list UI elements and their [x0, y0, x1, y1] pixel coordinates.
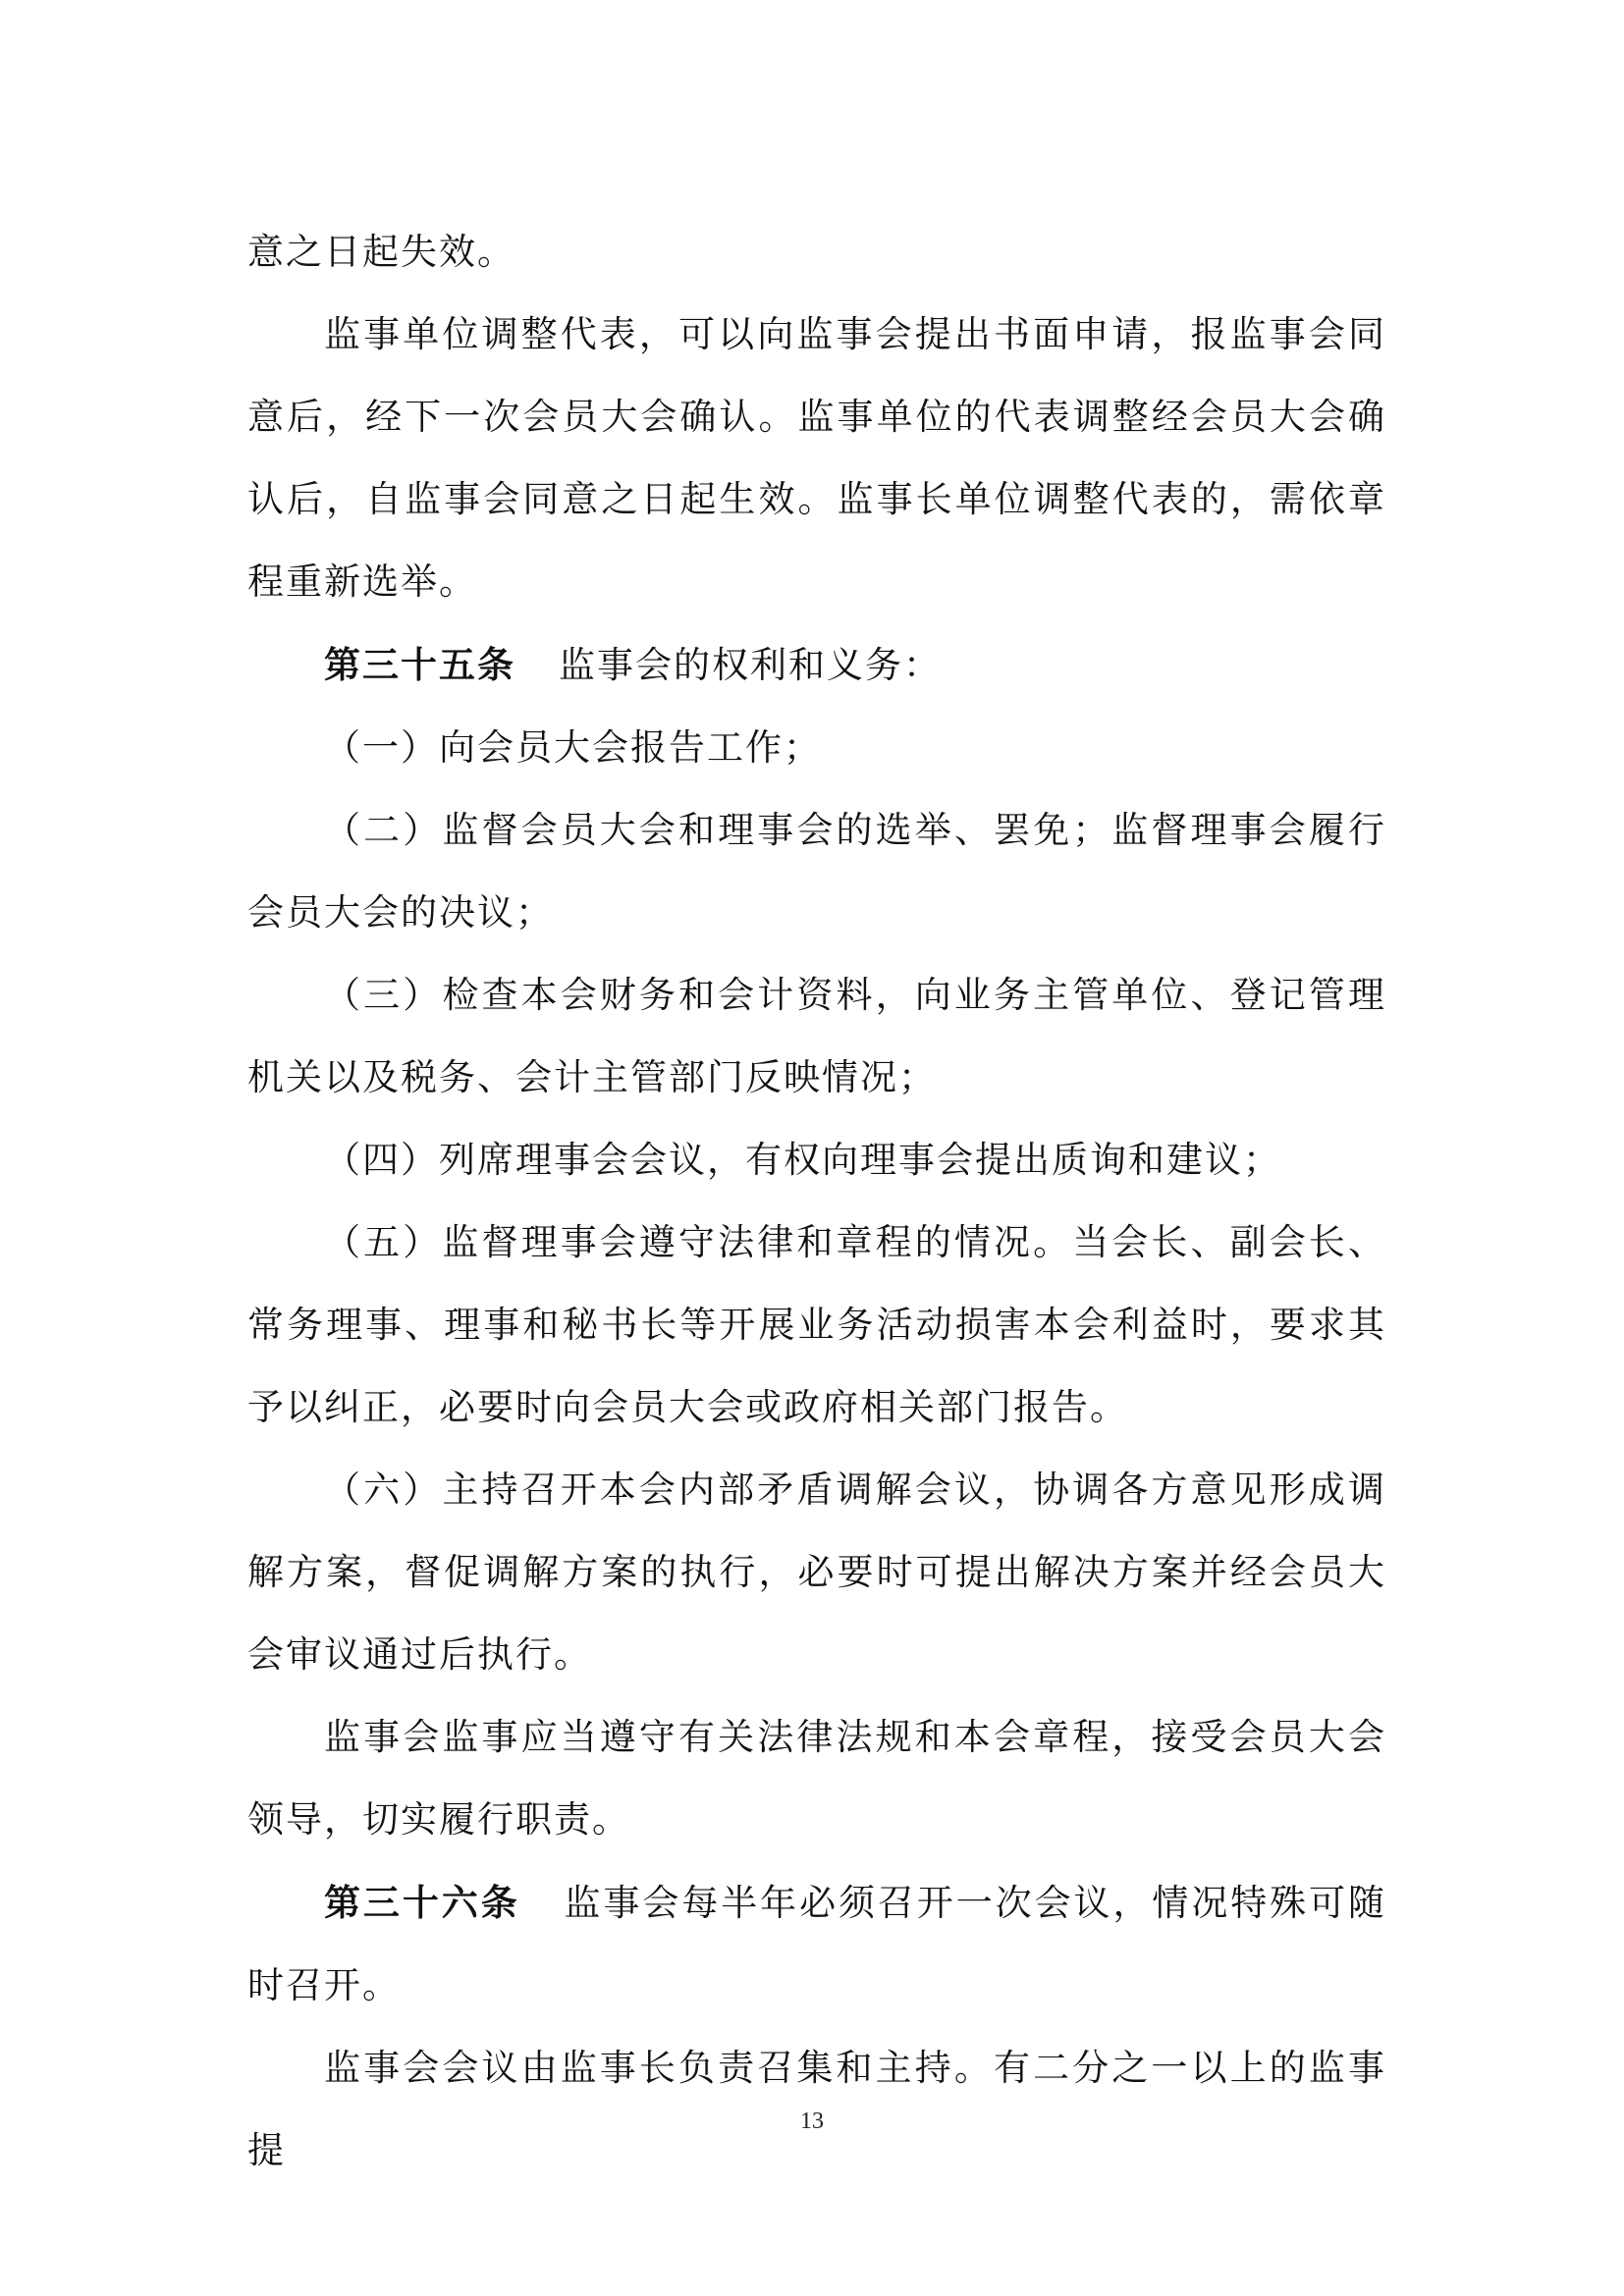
paragraph-supervisor-unit-adjustment: 监事单位调整代表，可以向监事会提出书面申请，报监事会同意后，经下一次会员大会确认。监事单位的代表调整经会员大会确认后，自监事会同意之日起生效。监事长单位调整代表的，需依章程重新选举。	[247, 313, 1386, 603]
article-36	[247, 1861, 1386, 2027]
article-36-heading: 第三十六条	[324, 1881, 520, 1924]
article-35	[247, 623, 1386, 707]
paragraph-continuation: 意之日起失效。	[247, 231, 515, 273]
document-body	[247, 211, 1386, 2192]
list-item-4: （四）列席理事会会议，有权向理事会提出质询和建议；	[324, 1139, 1281, 1181]
list-item-6: （六）主持召开本会内部矛盾调解会议，协调各方意见形成调解方案，督促调解方案的执行，必要时可提出解决方案并经会员大会审议通过后执行。	[247, 1468, 1386, 1676]
paragraph-meeting-convening: 监事会会议由监事长负责召集和主持。有二分之一以上的监事提	[247, 2047, 1386, 2171]
article-35-text: 监事会的权利和义务：	[559, 644, 942, 686]
paragraph-supervisor-duties: 监事会监事应当遵守有关法律法规和本会章程，接受会员大会领导，切实履行职责。	[247, 1716, 1386, 1841]
article-36-text: 监事会每半年必须召开一次会议，情况特殊可随时召开。	[247, 1882, 1387, 2006]
article-35-heading: 第三十五条	[324, 643, 515, 686]
list-item-5: （五）监督理事会遵守法律和章程的情况。当会长、副会长、常务理事、理事和秘书长等开展业务活动损害本会利益时，要求其予以纠正，必要时向会员大会或政府相关部门报告。	[247, 1221, 1386, 1428]
list-item-3: （三）检查本会财务和会计资料，向业务主管单位、登记管理机关以及税务、会计主管部门反映情况；	[247, 974, 1386, 1098]
list-item-1: （一）向会员大会报告工作；	[324, 726, 822, 769]
page-number: 13	[800, 2109, 824, 2134]
list-item-2: （二）监督会员大会和理事会的选举、罢免；监督理事会履行会员大会的决议；	[247, 809, 1386, 934]
